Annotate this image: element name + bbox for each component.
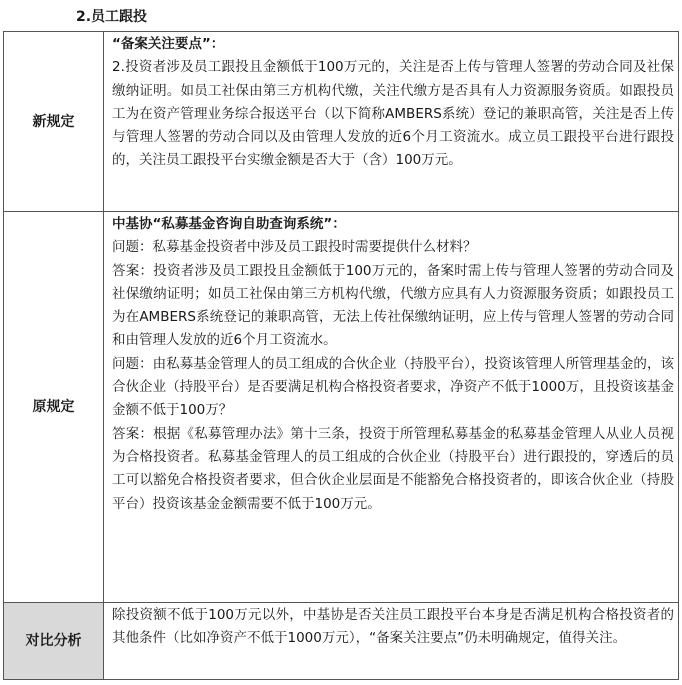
paragraph: 问题：由私募基金管理人的员工组成的合伙企业（持股平台），投资该管理人所管理基金的，该合伙企业（持股平台）是否要满足机构合格投资者要求，净资产不低于1000万，且投资该基金金额不低于100万？ xyxy=(112,355,674,419)
row-label: 原规定 xyxy=(4,212,104,603)
paragraph: 除投资额不低于100万元以外，中基协是否关注员工跟投平台本身是否满足机构合格投资者的其他条件（比如净资产不低于1000万元），“备案关注要点”仍未明确规定，值得关注。 xyxy=(112,607,674,647)
comparison-table xyxy=(3,31,679,680)
row-content xyxy=(104,32,679,212)
paragraph: 答案：投资者涉及员工跟投且金额低于100万元的，备案时需上传与管理人签署的劳动合同及社保缴纳证明；如员工社保由第三方机构代缴，代缴方应具有人力资源服务资质；如跟投员工为在AMBERS系统登记的兼职高管，无法上传社保缴纳证明，应上传与管理人签署的劳动合同和由管理人发放的近6个月工资流水。 xyxy=(112,262,674,349)
row-label: 新规定 xyxy=(4,32,104,212)
row-content xyxy=(104,603,679,680)
paragraph: 答案：根据《私募管理办法》第十三条，投资于所管理私募基金的私募基金管理人从业人员视为合格投资者。私募基金管理人的员工组成的合伙企业（持股平台）进行跟投的，穿透后的员工可以豁免合格投资者要求，但合伙企业层面是不能豁免合格投资者的，即该合伙企业（持股平台）投资该基金金额需要不低于100万元。 xyxy=(112,425,674,512)
row-content xyxy=(104,212,679,603)
table-row xyxy=(4,32,679,212)
table-row xyxy=(4,603,679,680)
table-row xyxy=(4,212,679,603)
paragraph: 中基协“私募基金咨询自助查询系统”： xyxy=(112,216,346,232)
paragraph: “备案关注要点”： xyxy=(112,36,225,52)
section-title: 2.员工跟投 xyxy=(76,9,148,25)
paragraph: 2.投资者涉及员工跟投且金额低于100万元的，关注是否上传与管理人签署的劳动合同及社保缴纳证明。如员工社保由第三方机构代缴，关注代缴方是否具有人力资源服务资质。如跟投员工为在资产管理业务综合报送平台（以下简称AMBERS系统）登记的兼职高管，关注是否上传与管理人签署的劳动合同以及由管理人发放的近6个月工资流水。成立员工跟投平台进行跟投的，关注员工跟投平台实缴金额是否大于（含）100万元。 xyxy=(112,59,674,169)
row-label: 对比分析 xyxy=(4,603,104,680)
paragraph: 问题：私募基金投资者中涉及员工跟投时需要提供什么材料？ xyxy=(112,239,477,256)
